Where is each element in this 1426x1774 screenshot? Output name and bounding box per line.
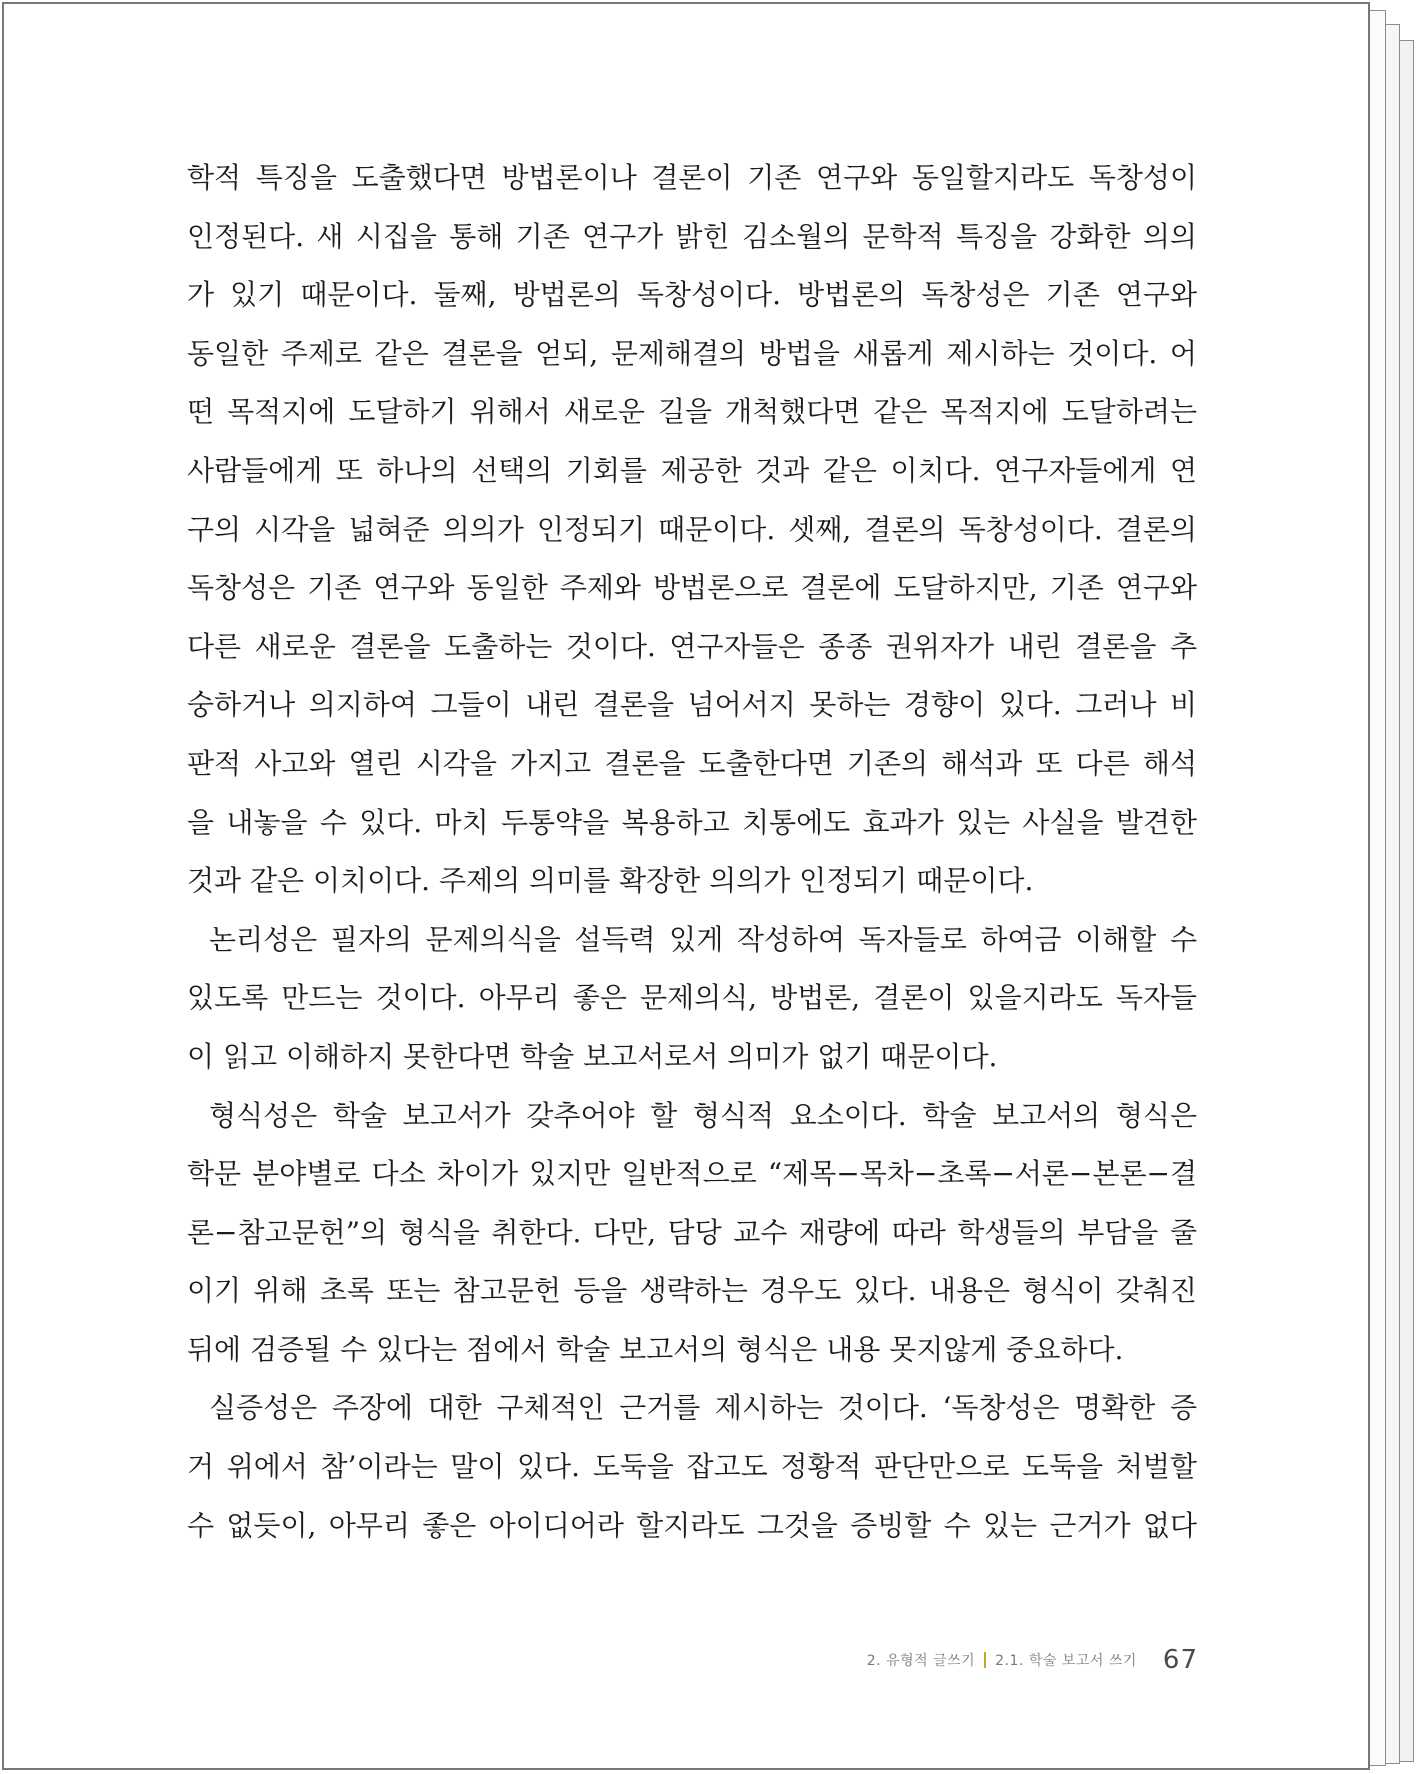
text-line: 가 있기 때문이다. 둘째, 방법론의 독창성이다. 방법론의 독창성은 기존 연구와 [187,278,1197,312]
text-line: 을 내놓을 수 있다. 마치 두통약을 복용하고 치통에도 효과가 있는 사실을 발견한 [187,805,1197,839]
text-line: 론−참고문헌”의 형식을 취한다. 다만, 담당 교수 재량에 따라 학생들의 부담을 줄 [187,1215,1197,1249]
text-line: 수 없듯이, 아무리 좋은 아이디어라 할지라도 그것을 증빙할 수 있는 근거가 없다 [187,1508,1197,1542]
body-text [187,149,1197,1555]
text-line: 실증성은 주장에 대한 구체적인 근거를 제시하는 것이다. ‘독창성은 명확한 증 [209,1391,1197,1425]
text-line: 거 위에서 참’이라는 말이 있다. 도둑을 잡고도 정황적 판단만으로 도둑을 처벌할 [187,1450,1197,1484]
text-line: 학적 특징을 도출했다면 방법론이나 결론이 기존 연구와 동일할지라도 독창성이 [187,161,1197,194]
text-line: 뒤에 검증될 수 있다는 점에서 학술 보고서의 형식은 내용 못지않게 중요하다. [187,1332,1124,1366]
footer-chapter: 2. 유형적 글쓰기 [866,1653,976,1669]
text-line: 이기 위해 초록 또는 참고문헌 등을 생략하는 경우도 있다. 내용은 형식이 갖춰진 [187,1274,1197,1308]
text-line: 숭하거나 의지하여 그들이 내린 결론을 넘어서지 못하는 경향이 있다. 그러나 비 [187,688,1197,722]
text-line: 사람들에게 또 하나의 선택의 기회를 제공한 것과 같은 이치다. 연구자들에게 연 [187,453,1197,487]
text-line: 구의 시각을 넓혀준 의의가 인정되기 때문이다. 셋째, 결론의 독창성이다. 결론의 [187,512,1197,546]
text-line: 판적 사고와 열린 시각을 가지고 결론을 도출한다면 기존의 해석과 또 다른 해석 [187,746,1197,780]
text-line: 인정된다. 새 시집을 통해 기존 연구가 밝힌 김소월의 문학적 특징을 강화한 의의 [187,219,1197,253]
text-line: 이 읽고 이해하지 못한다면 학술 보고서로서 의미가 없기 때문이다. [187,1039,998,1073]
text-line: 논리성은 필자의 문제의식을 설득력 있게 작성하여 독자들로 하여금 이해할 수 [209,922,1197,956]
text-line: 것과 같은 이치이다. 주제의 의미를 확장한 의의가 인정되기 때문이다. [187,864,1034,898]
text-line: 다른 새로운 결론을 도출하는 것이다. 연구자들은 종종 권위자가 내린 결론을 추 [187,629,1197,663]
text-line: 떤 목적지에 도달하기 위해서 새로운 길을 개척했다면 같은 목적지에 도달하려는 [187,395,1197,429]
running-footer [704,1640,1198,1680]
footer-separator [984,1652,986,1668]
page-number: 67 [1162,1645,1198,1675]
footer-section: 2.1. 학술 보고서 쓰기 [995,1653,1137,1669]
text-line: 독창성은 기존 연구와 동일한 주제와 방법론으로 결론에 도달하지만, 기존 연구와 [187,571,1197,605]
text-line: 있도록 만드는 것이다. 아무리 좋은 문제의식, 방법론, 결론이 있을지라도 독자들 [187,981,1197,1015]
page [2,2,1370,1770]
text-line: 동일한 주제로 같은 결론을 얻되, 문제해결의 방법을 새롭게 제시하는 것이다. 어 [187,336,1197,370]
text-line: 학문 분야별로 다소 차이가 있지만 일반적으로 “제목−목차−초록−서론−본론−결 [187,1157,1197,1191]
text-line: 형식성은 학술 보고서가 갖추어야 할 형식적 요소이다. 학술 보고서의 형식은 [209,1098,1197,1132]
